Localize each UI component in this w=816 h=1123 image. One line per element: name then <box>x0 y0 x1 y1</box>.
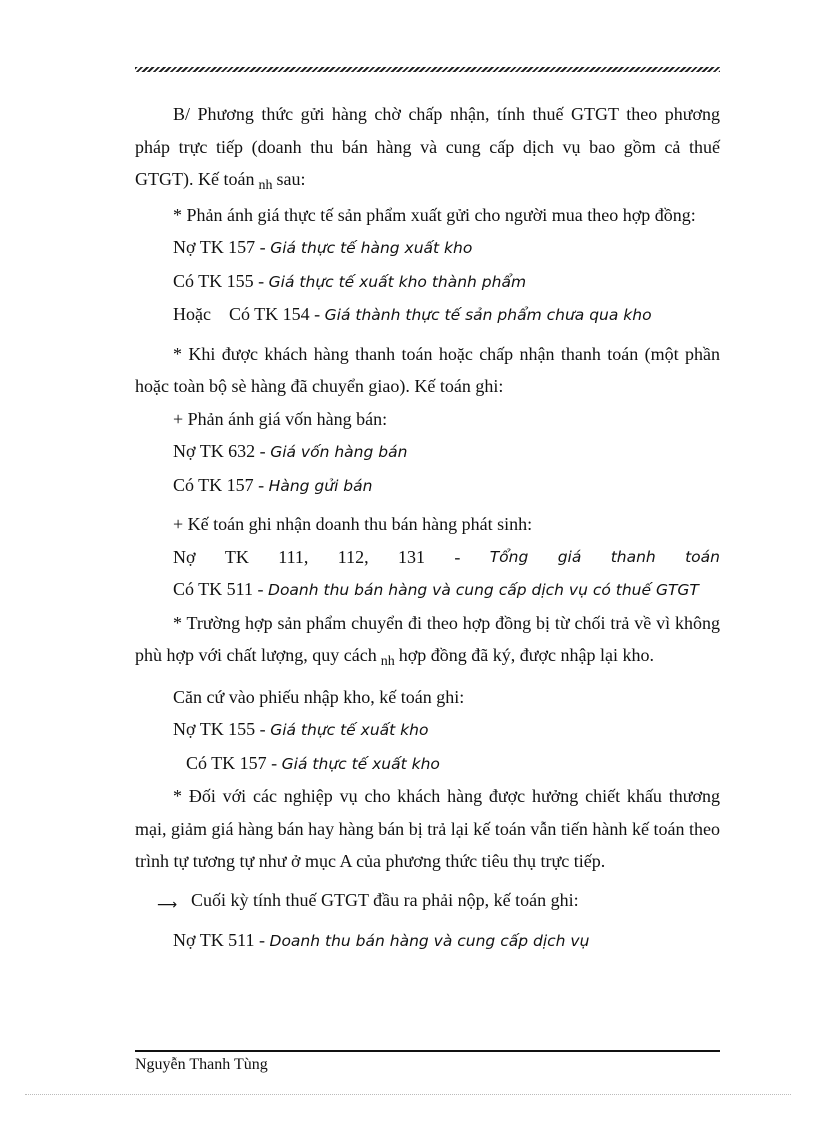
word: 111, <box>278 546 309 567</box>
word: 131 <box>397 546 425 567</box>
text: B/ Phương thức gửi hàng chờ chấp nhận, tính thuế GTGT theo phương pháp trực tiếp (doanh thu bán hàng và cung cấp dịch vụ bao gồm cả thuế GTGT). Kế toán <box>135 104 720 189</box>
paragraph-discounts: * Đối với các nghiệp vụ cho khách hàng được hưởng chiết khấu thương mại, giảm giá hàng bán hay hàng bán bị trả lại kế toán vẫn tiến hành kế toán theo trình tự tương tự như ở mục A của phương thức tiêu thụ trực tiếp. <box>135 786 720 871</box>
text: * Trường hợp sản phẩm chuyển đi theo hợp đồng bị từ chối trả về vì không phù hợp với chất lượng, quy cách <box>135 612 720 665</box>
entry-desc: Giá thực tế xuất kho <box>270 721 429 739</box>
entry-debit-155 <box>135 713 720 747</box>
entry-desc: Doanh thu bán hàng và cung cấp dịch vụ <box>269 932 590 950</box>
entry-debit-111-112-131 <box>135 541 720 574</box>
entry-desc: Giá thực tế xuất kho <box>281 754 440 773</box>
entry-credit-157 <box>135 469 720 503</box>
paragraph-returns <box>135 607 720 675</box>
header-decorative-rule <box>135 67 720 72</box>
document-body <box>135 98 720 958</box>
entry-account: Nợ TK 632 - <box>173 441 271 461</box>
entry-desc: Giá thực tế hàng xuất kho <box>270 239 473 257</box>
text: hợp đồng đã ký, được nhập lại kho. <box>398 645 655 665</box>
subheading-cost: + Phản ánh giá vốn hàng bán: <box>173 408 388 429</box>
subheading-revenue: + Kế toán ghi nhận doanh thu bán hàng phát sinh: <box>173 514 533 534</box>
entry-credit-154 <box>135 298 720 332</box>
word: toán <box>685 547 720 566</box>
word: TK <box>224 546 249 567</box>
entry-account: Có TK 157 - <box>173 474 269 495</box>
paragraph-receipt: Căn cứ vào phiếu nhập kho, kế toán ghi: <box>173 686 465 707</box>
entry-debit-511 <box>135 924 720 958</box>
entry-account: Có TK 511 - <box>173 579 269 599</box>
entry-credit-511 <box>135 573 720 607</box>
page-bottom-dotted-rule <box>25 1094 791 1095</box>
paragraph-period-end <box>135 884 720 919</box>
text: sau: <box>276 169 306 189</box>
entry-desc: Giá thành thực tế sản phẩm chưa qua kho <box>324 306 652 324</box>
entry-desc: Doanh thu bán hàng và cung cấp dịch vụ có thuế GTGT <box>268 581 699 599</box>
entry-account: Có TK 157 - <box>186 752 282 773</box>
entry-desc: Hàng gửi bán <box>268 476 373 495</box>
paragraph-payment: * Khi được khách hàng thanh toán hoặc chấp nhận thanh toán (một phần hoặc toàn bộ sè hàng đã chuyển giao). Kế toán ghi: <box>135 343 720 396</box>
word: Tổng <box>489 547 529 566</box>
entry-account: Hoặc Có TK 154 - <box>173 304 325 324</box>
word: thanh <box>610 547 656 566</box>
entry-account: Nợ TK 155 - <box>173 719 271 739</box>
word: giá <box>557 547 582 566</box>
paragraph-shipment: * Phản ánh giá thực tế sản phẩm xuất gửi cho người mua theo hợp đồng: <box>173 204 696 225</box>
footer-rule <box>135 1050 720 1052</box>
footer-author: Nguyễn Thanh Tùng <box>135 1056 268 1073</box>
entry-debit-632 <box>135 435 720 469</box>
word: - <box>454 546 461 567</box>
paragraph-intro <box>135 98 720 199</box>
word: 112, <box>337 546 369 567</box>
entry-desc: Giá thực tế xuất kho thành phẩm <box>268 272 527 291</box>
entry-debit-157 <box>135 231 720 265</box>
entry-desc: Giá vốn hàng bán <box>270 443 408 461</box>
entry-account: Nợ TK 157 - <box>173 237 271 257</box>
entry-credit-155 <box>135 265 720 299</box>
subscript-fragment: nh <box>380 654 395 669</box>
entry-account: Nợ TK 511 - <box>173 930 270 950</box>
arrow-right-icon: ⟶ <box>156 896 178 913</box>
entry-account: Có TK 155 - <box>173 270 269 291</box>
text: Cuối kỳ tính thuế GTGT đầu ra phải nộp, kế toán ghi: <box>191 889 579 910</box>
subscript-fragment: nh <box>258 178 273 193</box>
entry-credit-157-return <box>135 747 720 781</box>
word: Nợ <box>173 546 196 567</box>
